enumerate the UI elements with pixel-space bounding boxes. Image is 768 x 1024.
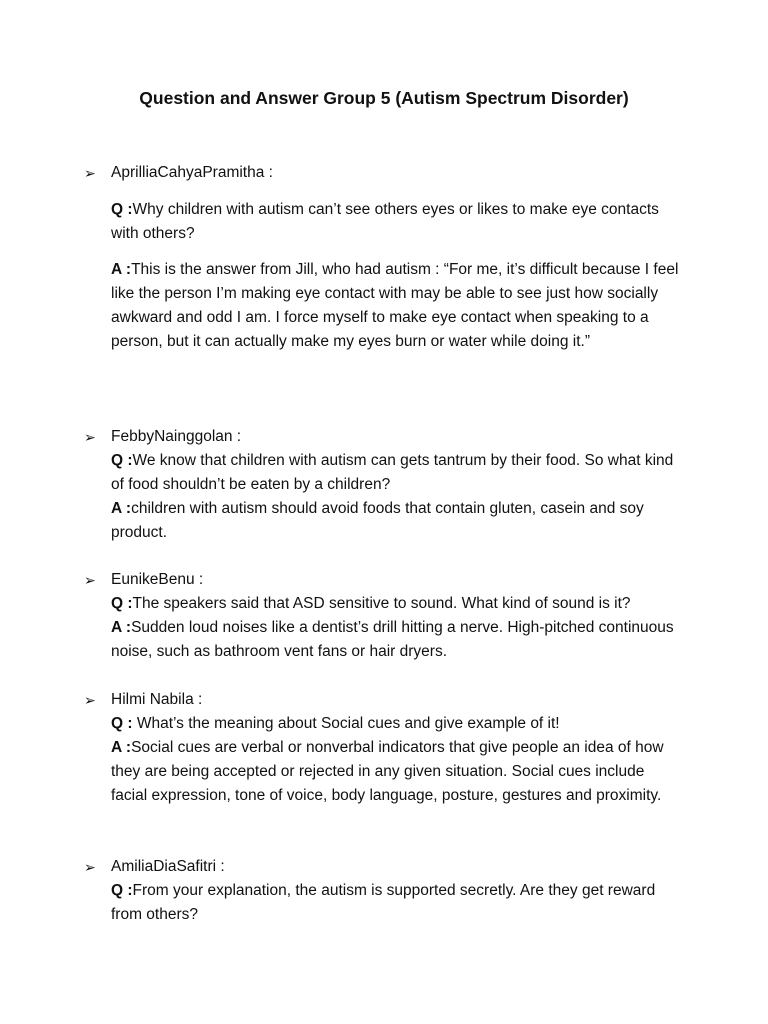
arrow-bullet-icon: ➢ [84,165,96,181]
qa-entry [84,161,684,354]
asker-name: Hilmi Nabila : [111,691,203,708]
answer-paragraph [111,258,684,354]
asker-name: EunikeBenu : [111,571,204,588]
document-title: Question and Answer Group 5 (Autism Spectrum Disorder) [139,88,629,108]
arrow-bullet-icon: ➢ [84,429,96,445]
qa-entry [84,688,684,808]
question-label: Q : [111,452,133,469]
answer-text: Sudden loud noises like a dentist’s drill hitting a nerve. High-pitched continuous noise, such as bathroom vent fans or hair dryers. [111,619,674,660]
asker-name: AprilliaCahyaPramitha : [111,164,273,181]
answer-label: A : [111,739,132,756]
answer-text: children with autism should avoid foods that contain gluten, casein and soy product. [111,500,644,541]
question-paragraph [111,449,684,497]
answer-paragraph [111,736,684,808]
question-text: We know that children with autism can gets tantrum by their food. So what kind of food shouldn’t be eaten by a children? [111,452,674,493]
question-text: Why children with autism can’t see others eyes or likes to make eye contacts with others? [111,201,659,242]
question-paragraph [111,879,684,927]
qa-entry [84,568,684,664]
answer-text: This is the answer from Jill, who had autism : “For me, it’s difficult because I feel like the person I’m making eye contact with may be able to see just how socially awkward and odd I am. I force myself to make eye contact when speaking to a person, but it can actually make my eyes burn or water while doing it.” [111,261,679,350]
question-text: From your explanation, the autism is supported secretly. Are they get reward from others? [111,882,656,923]
answer-text: Social cues are verbal or nonverbal indicators that give people an idea of how they are being accepted or rejected in any given situation. Social cues include facial expression, tone of voice, body language, posture, gestures and proximity. [111,739,664,804]
answer-label: A : [111,619,132,636]
qa-entry [84,855,684,927]
answer-paragraph [111,497,684,545]
asker-name: AmiliaDiaSafitri : [111,858,225,875]
arrow-bullet-icon: ➢ [84,859,96,875]
question-paragraph [111,198,684,246]
qa-entry [84,425,684,545]
arrow-bullet-icon: ➢ [84,692,96,708]
question-label: Q : [111,595,133,612]
answer-label: A : [111,261,132,278]
answer-label: A : [111,500,132,517]
question-text: The speakers said that ASD sensitive to sound. What kind of sound is it? [132,595,631,612]
arrow-bullet-icon: ➢ [84,572,96,588]
answer-paragraph [111,616,684,664]
question-label: Q : [111,715,133,732]
question-paragraph [111,712,684,736]
question-label: Q : [111,882,133,899]
question-text: What’s the meaning about Social cues and give example of it! [132,715,560,732]
asker-name: FebbyNainggolan : [111,428,242,445]
question-label: Q : [111,201,133,218]
question-paragraph [111,592,684,616]
